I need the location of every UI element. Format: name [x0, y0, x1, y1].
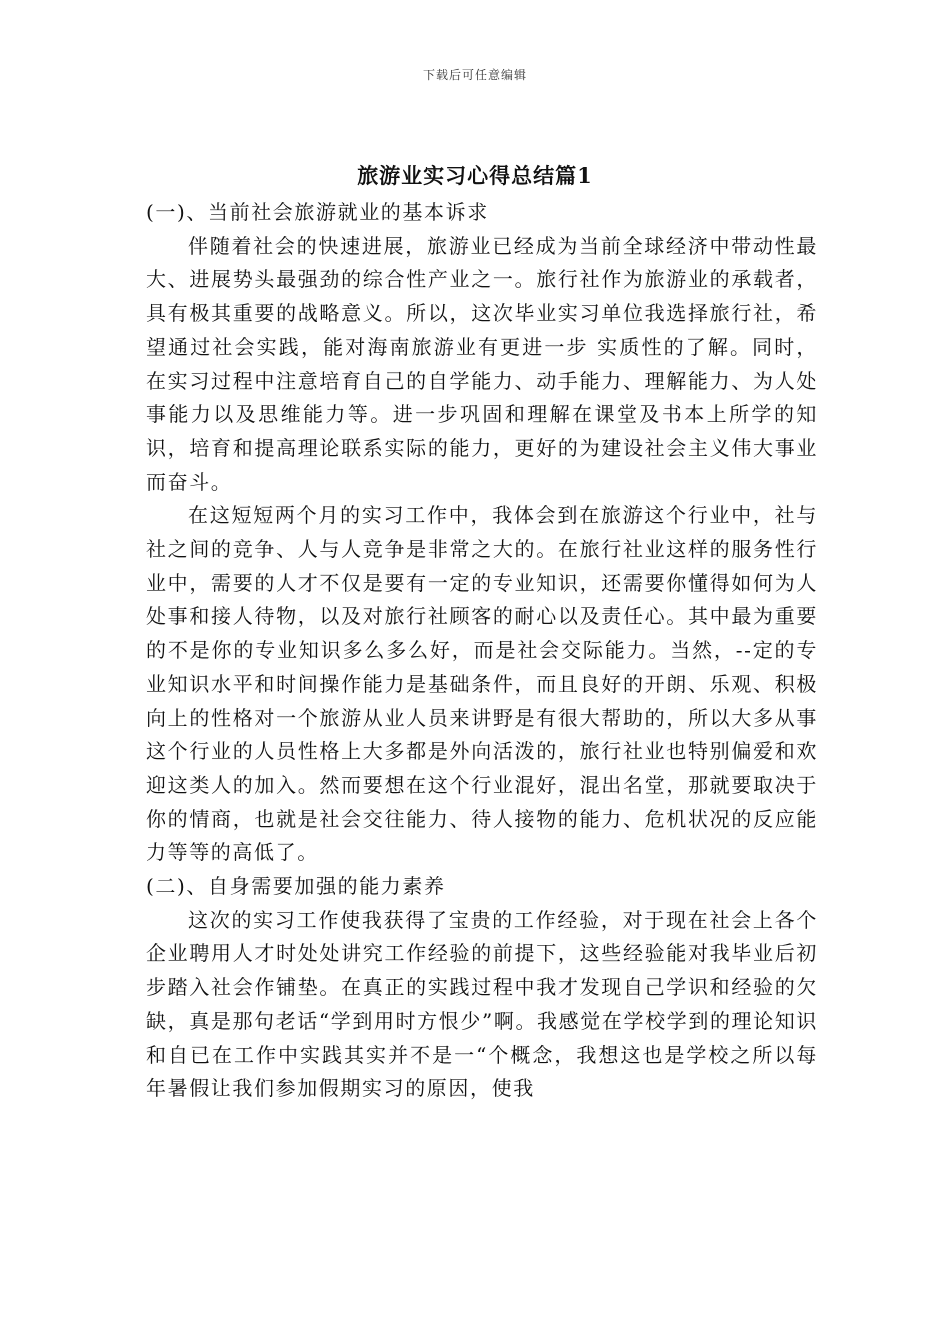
section-heading-1: (一)、当前社会旅游就业的基本诉求 — [146, 200, 489, 224]
body-paragraph: 伴随着社会的快速进展，旅游业已经成为当前全球经济中带动性最大、进展势头最强劲的综合性产业之一。旅行社作为旅游业的承载者，具有极其重要的战略意义。所以，这次毕业实习单位我选择旅行社，希望通过社会实践，能对海南旅游业有更进一步 实质性的了解。同时，在实习过程中注意培育自己的自学能力、动手能力、理解能力、为人处事能力以及思维能力等。进一步巩固和理解在课堂及书本上所学的知识，培育和提高理论联系实际的能力，更好的为建设社会主义伟大事业而奋斗。 — [146, 233, 818, 494]
header-note: 下载后可任意编辑 — [422, 68, 527, 82]
document-body — [146, 196, 818, 1106]
section-heading-2: (二)、自身需要加强的能力素养 — [146, 874, 446, 899]
body-paragraph: 在这短短两个月的实习工作中，我体会到在旅游这个行业中，社与社之间的竞争、人与人竞争是非常之大的。在旅行社业这样的服务性行业中，需要的人才不仅是要有一定的专业知识，还需要你懂得如何为人处事和接人待物，以及对旅行社顾客的耐心以及责任心。其中最为重要的不是你的专业知识多么多么好，而是社会交际能力。当然，--定的专业知识水平和时间操作能力是基础条件，而且良好的开朗、乐观、积极向上的性格对一个旅游从业人员来讲野是有很大帮助的，所以大多从事这个行业的人员性格上大多都是外向活泼的，旅行社业也特别偏爱和欢迎这类人的加入。然而要想在这个行业混好，混出名堂，那就要取决于你的情商，也就是社会交往能力、待人接物的能力、危机状况的反应能力等等的高低了。 — [146, 503, 818, 865]
body-paragraph: 这次的实习工作使我获得了宝贵的工作经验，对于现在社会上各个企业聘用人才时处处讲究工作经验的前提下，这些经验能对我毕业后初步踏入社会作铺垫。在真正的实践过程中我才发现自己学识和经验的欠缺，真是那句老话“学到用时方恨少”啊。我感觉在学校学到的理论知识和自已在工作中实践其实并不是一“个概念，我想这也是学校之所以每年暑假让我们参加假期实习的原因，使我 — [146, 907, 818, 1101]
document-title: 旅游业实习心得总结篇1 — [357, 163, 593, 188]
